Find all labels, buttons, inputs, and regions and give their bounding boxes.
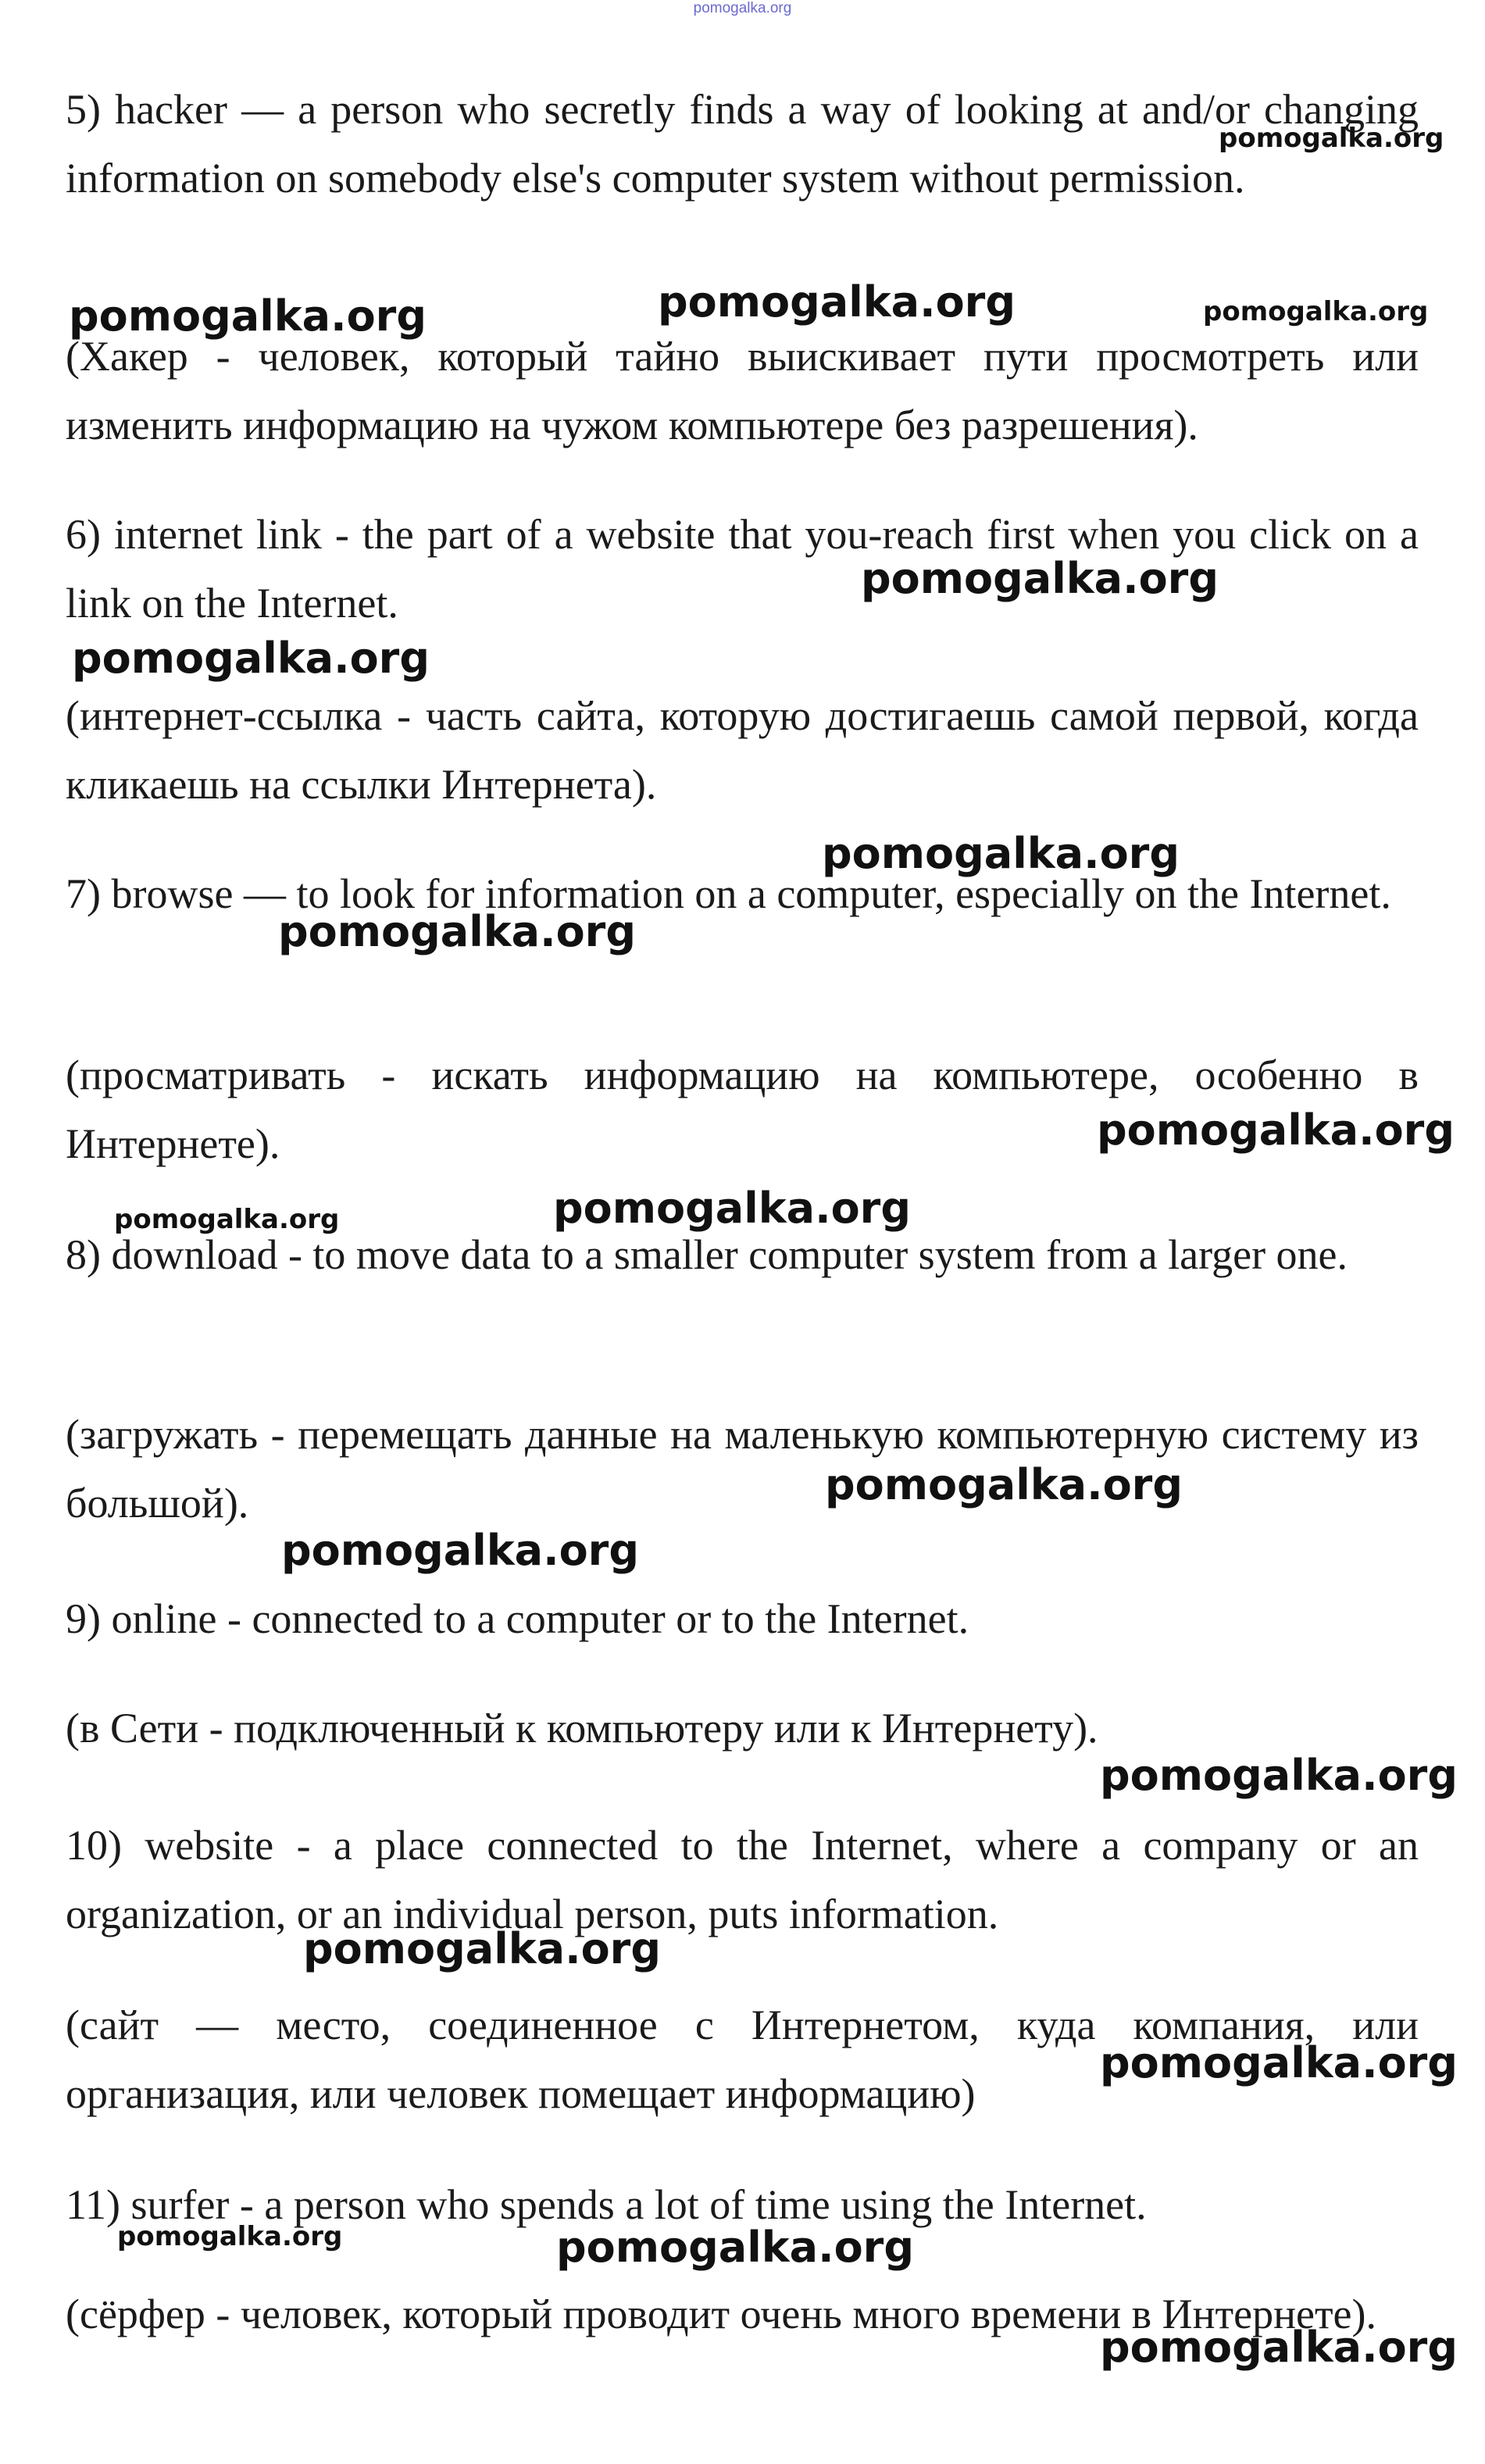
entry-8-english: 8) download - to move data to a smaller computer system from a larger one. (66, 1231, 1348, 1278)
entry-10-english: 10) website - a place connected to the Internet, where a company or an organization, or an individual person, puts information. (66, 1822, 1419, 1937)
watermark: pomogalka.org (556, 2223, 914, 2272)
watermark: pomogalka.org (825, 1460, 1183, 1509)
entry-10-russian: (сайт — место, соединенное с Интернетом, куда компания, или организация, или человек помещает информацию) (66, 2002, 1419, 2117)
watermark: pomogalka.org (1100, 2038, 1458, 2087)
watermark: pomogalka.org (117, 2221, 343, 2252)
site-mark-header: pomogalka.org (693, 0, 792, 16)
entry-9-english: 9) online - connected to a computer or to the Internet. (66, 1595, 969, 1642)
entry-5-russian: (Хакер - человек, который тайно выискивает пути просмотреть или изменить информацию на чужом компьютере без разрешения). (66, 333, 1419, 448)
watermark: pomogalka.org (1203, 296, 1429, 327)
watermark: pomogalka.org (281, 1526, 639, 1575)
entry-7-english: 7) browse — to look for information on a computer, especially on the Internet. (66, 870, 1391, 917)
entry-5-english: 5) hacker — a person who secretly finds a way of looking at and/or changing information on somebody else's computer system without permission. (66, 86, 1419, 202)
watermark: pomogalka.org (1100, 1751, 1458, 1800)
watermark: pomogalka.org (1100, 2323, 1458, 2372)
entry-11-russian: (сёрфер - человек, который проводит очень много времени в Интернете). (66, 2291, 1377, 2337)
entry-8-russian: (загружать - перемещать данные на маленькую компьютерную систему из большой). (66, 1411, 1419, 1527)
entry-11-english: 11) surfer - a person who spends a lot of time using the Internet. (66, 2181, 1147, 2228)
watermark: pomogalka.org (1097, 1105, 1455, 1155)
watermark: pomogalka.org (114, 1204, 340, 1235)
entry-6-english: 6) internet link - the part of a website that you-reach first when you click on a link on the Internet. (66, 511, 1419, 627)
entry-7-russian: (просматривать - искать информацию на компьютере, особенно в Интернете). (66, 1052, 1419, 1167)
watermark: pomogalka.org (553, 1184, 911, 1233)
entry-6-russian: (интернет-ссылка - часть сайта, которую достигаешь самой первой, когда кликаешь на ссылки Интернета). (66, 692, 1419, 808)
entry-9-russian: (в Сети - подключенный к компьютеру или к Интернету). (66, 1705, 1098, 1752)
watermark: pomogalka.org (1219, 123, 1444, 154)
watermark: pomogalka.org (278, 907, 636, 956)
watermark: pomogalka.org (658, 277, 1016, 327)
watermark: pomogalka.org (72, 634, 430, 683)
watermark: pomogalka.org (861, 554, 1219, 603)
watermark: pomogalka.org (69, 291, 427, 341)
watermark: pomogalka.org (822, 829, 1180, 878)
watermark: pomogalka.org (303, 1924, 661, 1973)
